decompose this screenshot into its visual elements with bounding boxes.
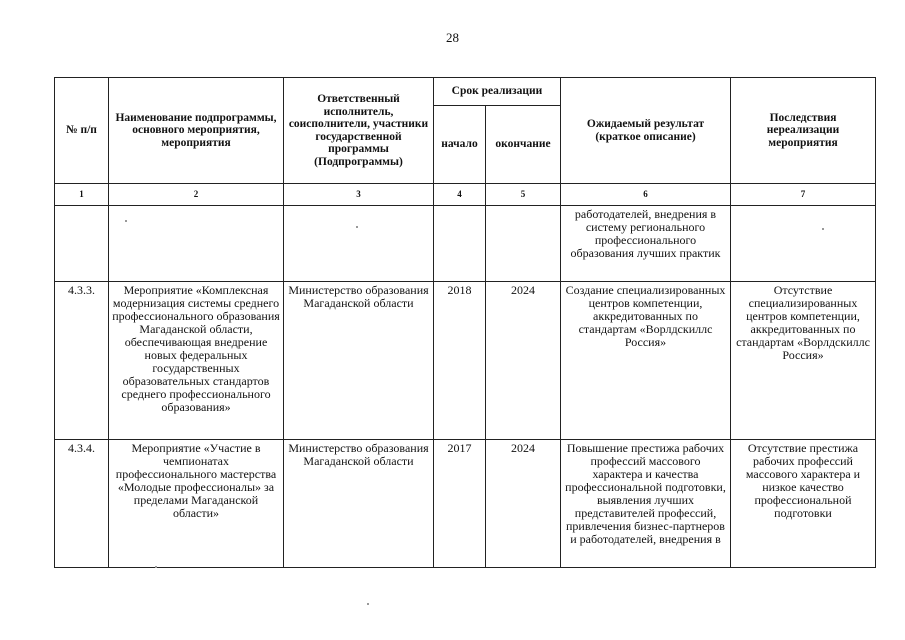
measures-table [54,77,876,568]
header-responsible: Ответственный исполнитель, соисполнители, участники государственной программы (Подпрограммы) [284,78,434,184]
header-name: Наименование подпрограммы, основного мероприятия, мероприятия [109,78,284,184]
row-result: работодателей, внедрения в систему регионального профессионального образования лучших практик [561,206,731,282]
header-result: Ожидаемый результат (краткое описание) [561,78,731,184]
row-responsible: Министерство образования Магаданской области [284,440,434,568]
table-row [55,282,876,440]
table-row [55,440,876,568]
scan-speck [155,566,157,568]
column-number: 2 [109,184,284,206]
scan-speck [356,226,358,228]
row-result: Создание специализированных центров компетенции, аккредитованных по стандартам «Ворлдскиллс Россия» [561,282,731,440]
row-num: 4.3.4. [55,440,109,568]
row-result: Повышение престижа рабочих профессий массового характера и качества профессиональной подготовки, выявления лучших представителей профессий, привлечения бизнес-партнеров и работодателей, внедрения в [561,440,731,568]
column-number: 4 [434,184,486,206]
row-responsible [284,206,434,282]
column-number: 7 [731,184,876,206]
header-end: окончание [486,106,561,184]
column-number: 6 [561,184,731,206]
row-name [109,206,284,282]
row-num: 4.3.3. [55,282,109,440]
column-number: 3 [284,184,434,206]
row-consequences: Отсутствие специализированных центров компетенции, аккредитованных по стандартам «Ворлдскиллс Россия» [731,282,876,440]
row-end: 2024 [486,440,561,568]
row-start: 2018 [434,282,486,440]
scan-speck [822,228,824,230]
row-end [486,206,561,282]
row-consequences [731,206,876,282]
row-responsible: Министерство образования Магаданской области [284,282,434,440]
scan-speck [367,603,369,605]
row-num [55,206,109,282]
scan-speck [125,220,127,222]
header-consequences: Последствия нереализации мероприятия [731,78,876,184]
header-period: Срок реализации [434,78,561,106]
row-name: Мероприятие «Комплексная модернизация системы среднего профессионального образования Магаданской области, обеспечивающая внедрение новых федеральных государственных образовательных стандартов среднего профессионального образования» [109,282,284,440]
row-start [434,206,486,282]
header-row-top [55,78,876,106]
row-end: 2024 [486,282,561,440]
row-start: 2017 [434,440,486,568]
row-name: Мероприятие «Участие в чемпионатах профессионального мастерства «Молодые профессионалы» за пределами Магаданской области» [109,440,284,568]
table-row [55,206,876,282]
row-consequences: Отсутствие престижа рабочих профессий массового характера и низкое качество профессиональной подготовки [731,440,876,568]
header-num: № п/п [55,78,109,184]
column-numbers-row [55,184,876,206]
column-number: 1 [55,184,109,206]
column-number: 5 [486,184,561,206]
page-number: 28 [446,30,459,45]
header-start: начало [434,106,486,184]
